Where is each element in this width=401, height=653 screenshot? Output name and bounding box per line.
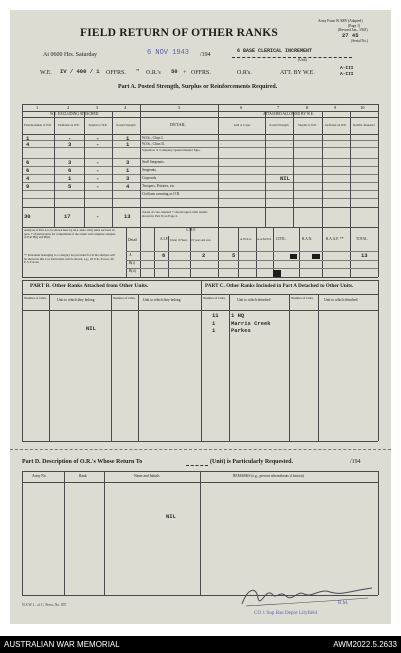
part-c-col-unit: Unit to which detached — [237, 298, 271, 302]
table-row-1-c4: 1 — [126, 135, 130, 142]
att-head-arm: Arm or Corps — [233, 123, 251, 127]
part-c-col-number-2: Number of O.Rs. — [291, 296, 314, 300]
serial-label: (Serial No.) — [351, 39, 368, 43]
part-d-col-remarks: REMARKS (e.g., present whereabouts if known) — [233, 474, 304, 478]
analysis-row-bii: B(ii) — [129, 269, 136, 273]
offrs2-label: OFFRS. — [191, 70, 211, 76]
analysis-row-a: A — [129, 253, 132, 257]
analysis-a-total: 13 — [361, 252, 368, 259]
table-row-4-detail: Staff Sergeants. — [142, 160, 165, 164]
analysis-col-19over: 19 years and over — [191, 239, 211, 242]
col-number-1: 1 — [36, 105, 39, 110]
certifying-officer: CO 1 Sup Bas Depot Lilyfield — [254, 610, 317, 616]
analysis-note-2: ** Personnel belonging to a category not provided for in the analysis will be shown in this Col. Particulars will be shown, e.g., 20 U.K. Forces, 40 U.S. Forces. — [24, 253, 115, 265]
ink-mark — [290, 254, 297, 259]
part-c-entry-1-num: 11 — [212, 312, 219, 319]
part-c-entry-2-num: 1 — [212, 320, 216, 327]
year-text: /194 — [200, 52, 211, 58]
table-row-1-detail: W.Os., Class I. — [142, 136, 164, 140]
table-row-5-c2: 6 — [68, 167, 72, 174]
table-row-4-c4: 3 — [126, 159, 130, 166]
analysis-col-aif: A.I.F. — [160, 237, 169, 241]
part-d-col-army-no: Army No. — [32, 474, 47, 478]
col-number-3: 3 — [96, 105, 99, 110]
table-row-3-detail: Squadron or Company Quartermaster Sgts. — [142, 147, 201, 152]
table-row-1-c3: - — [96, 135, 100, 142]
part-c-entry-1-unit: 1 HQ — [231, 312, 245, 319]
totals-c4: 13 — [124, 213, 131, 220]
analysis-col-raaf: R.A.A.F. — [326, 237, 339, 241]
col-number-6: 6 — [240, 105, 243, 110]
plus-sign: + — [183, 70, 187, 76]
part-d-col-rank: Rank — [79, 474, 87, 478]
table-row-7-c3: - — [96, 183, 100, 190]
att-head-deficient: Deficient on W.E. — [325, 123, 347, 127]
date-stamp: 6 NOV 1943 — [147, 49, 190, 57]
serial-value: 27 45 — [342, 32, 359, 39]
part-d-date-tail: /194 — [350, 459, 361, 465]
table-row-4-c3: - — [96, 159, 100, 166]
offrs-label: OFFRS. — [106, 70, 126, 76]
analysis-a-aif: 6 — [162, 252, 166, 259]
table-row-2-detail: W.Os., Class II. — [142, 142, 165, 146]
offrs-value: " — [136, 68, 140, 75]
col-number-4: 4 — [124, 105, 127, 110]
part-c-col-unit-2: Unit to which detached — [324, 298, 358, 302]
att-value: A-III — [340, 66, 354, 71]
part-b-col-unit: Unit to which they belong — [57, 298, 95, 302]
part-c-title: PART C. Other Ranks Included in Part A Detached to Other Units. — [205, 283, 354, 289]
totals-c2: 17 — [64, 213, 71, 220]
at-line-label: At 0600 Hrs. Saturday — [43, 52, 97, 58]
table-row-2-c2: 3 — [68, 141, 72, 148]
table-row-5-c3: - — [96, 167, 100, 174]
part-c-col-number: Number of O.Rs. — [203, 296, 226, 300]
table-row-4-c2: 3 — [68, 159, 72, 166]
table-row-6-c1: 4 — [26, 175, 30, 182]
att-value-2: A-III — [340, 72, 354, 77]
analysis-note-1: Analysis of Part A to be shown here by ALL units. Only units serviced in para. 7 of instructions for compilation of the return will complete analysis of Part B(i) and B(ii). — [24, 228, 116, 240]
attached-nil: NIL — [280, 175, 290, 182]
unit-name: 6 BASE CLERICAL INCREMENT — [237, 48, 313, 54]
printer-imprint: N.S.W. L. of C. Press–No. 807. — [22, 603, 68, 607]
col-head-posted: Posted Strength — [116, 123, 136, 127]
attached-allowed-heading: ATTACHED ALLOWED BY W.E. — [263, 111, 314, 116]
part-b-col-unit-2: Unit to which they belong — [143, 298, 181, 302]
col-head-deficient: Deficient on W.E. — [58, 123, 80, 127]
att-head-posted: Posted Strength — [269, 123, 289, 127]
col-number-5: 5 — [178, 105, 181, 110]
table-row-2-c4: 1 — [126, 141, 130, 148]
part-a-heading: Part A. Posted Strength, Surplus or Reinforcements Required. — [118, 84, 278, 90]
caption-right: AWM2022.5.2633 — [333, 640, 397, 649]
table-row-6-detail: Corporals. — [142, 176, 158, 180]
ors-label: O.R.'s — [146, 70, 161, 76]
page-number: (Page 1) — [348, 24, 361, 28]
table-row-7-c2: 5 — [68, 183, 72, 190]
analysis-col-ran: R.A.N. — [302, 237, 313, 241]
part-b-col-number: Number of O.Rs. — [24, 296, 47, 300]
part-c-entry-3-num: 1 — [212, 327, 216, 334]
analysis-a-awas: 5 — [232, 252, 236, 259]
part-c-entry-2-unit: Marris Creek — [231, 320, 271, 327]
table-row-5-detail: Sergeants. — [142, 168, 157, 172]
totals-c3: - — [96, 213, 100, 220]
signature-initials: B.M. — [338, 601, 349, 606]
part-b-nil: NIL — [86, 325, 96, 332]
part-b-col-number-2: Number of O.Rs. — [113, 296, 136, 300]
analysis-col-under19: Under 19 Years — [170, 239, 188, 242]
table-row-7-c4: 4 — [126, 183, 130, 190]
part-d-col-name: Name and Initials — [134, 474, 160, 478]
table-row-2-c3: - — [96, 141, 100, 148]
analysis-detail-label: Detail — [128, 238, 137, 242]
table-row-8-detail: Civilians counting as O.R. — [142, 192, 181, 196]
table-row-5-c4: 1 — [126, 167, 130, 174]
col-number-2: 2 — [67, 105, 70, 110]
table-row-2-c1: 4 — [26, 141, 30, 148]
analysis-row-bi: B(i) — [129, 261, 135, 265]
table-row-1-c1: 1 — [26, 135, 30, 142]
part-c-entry-3-unit: Parkes — [231, 327, 251, 334]
part-b-title: PART B. Other Ranks Attached from Other Units. — [30, 283, 149, 289]
part-d-nil: NIL — [166, 513, 176, 520]
totals-c1: 30 — [24, 213, 31, 220]
table-row-6-c2: 1 — [68, 175, 72, 182]
part-d-title: Part D. Description of O.R.'s Whose Return To — [22, 459, 143, 465]
table-row-4-c1: 6 — [26, 159, 30, 166]
we-label: W.E. — [40, 70, 52, 76]
col-head-establishment: Establis-hment of W.E. — [24, 123, 52, 127]
analysis-col-civil: CIVIL — [276, 237, 286, 241]
part-d-title-tail: (Unit) is Particularly Requested. — [210, 459, 293, 465]
form-title: FIELD RETURN OF OTHER RANKS — [80, 27, 278, 39]
table-row-6-c4: 3 — [126, 175, 130, 182]
form-number: Army Form W.3009 (Adapted) — [318, 19, 363, 23]
att-head-reinfts: Reinfts. Required — [353, 123, 375, 127]
analysis-col-other: ** — [340, 237, 344, 241]
detail-heading: DETAIL — [170, 122, 186, 127]
analysis-a-cmf: 2 — [202, 252, 206, 259]
att-head-surplus: Surplus to W.E. — [298, 123, 317, 127]
analysis-col-awas: A.W.A.S. — [240, 237, 252, 241]
table-row-1-c2: - — [68, 135, 72, 142]
analysis-col-aamws: A.A.M.W.S. — [257, 237, 272, 241]
ors2-label: O.R's. — [237, 70, 252, 76]
table-row-5-c1: 6 — [26, 167, 30, 174]
ink-mark — [312, 254, 320, 259]
col-number-9: 9 — [334, 105, 337, 110]
analysis-col-cmf: C.M.F. — [186, 228, 196, 232]
table-row-7-detail: Troopers, Privates, etc. — [142, 184, 176, 188]
unit-label: (Unit) — [298, 58, 307, 62]
col-number-7: 7 — [277, 105, 280, 110]
revised-note: (Revised Jan., 1943) — [338, 28, 368, 32]
analysis-col-total: TOTAL — [356, 237, 368, 241]
totals-detail-note: Totals of cols. marked * should agree with details shown in Part D on Page 2. — [142, 210, 208, 218]
table-row-7-c1: 9 — [26, 183, 30, 190]
col-number-8: 8 — [306, 105, 309, 110]
caption-bar — [0, 636, 401, 653]
table-row-6-c3: - — [96, 175, 100, 182]
we-excluding-heading: W.E. EXCLUDING ATTACHED — [50, 111, 99, 116]
ink-mark — [273, 270, 281, 277]
caption-left: AUSTRALIAN WAR MEMORIAL — [4, 640, 120, 649]
col-head-surplus: Surplus to W.E. — [88, 123, 108, 127]
att-label: ATT. BY W.E. — [280, 70, 315, 76]
col-number-10: 10 — [360, 105, 365, 110]
signature — [238, 580, 378, 614]
ors-value: 50 — [171, 68, 178, 75]
we-value: IV / 400 / 1 — [60, 68, 100, 75]
